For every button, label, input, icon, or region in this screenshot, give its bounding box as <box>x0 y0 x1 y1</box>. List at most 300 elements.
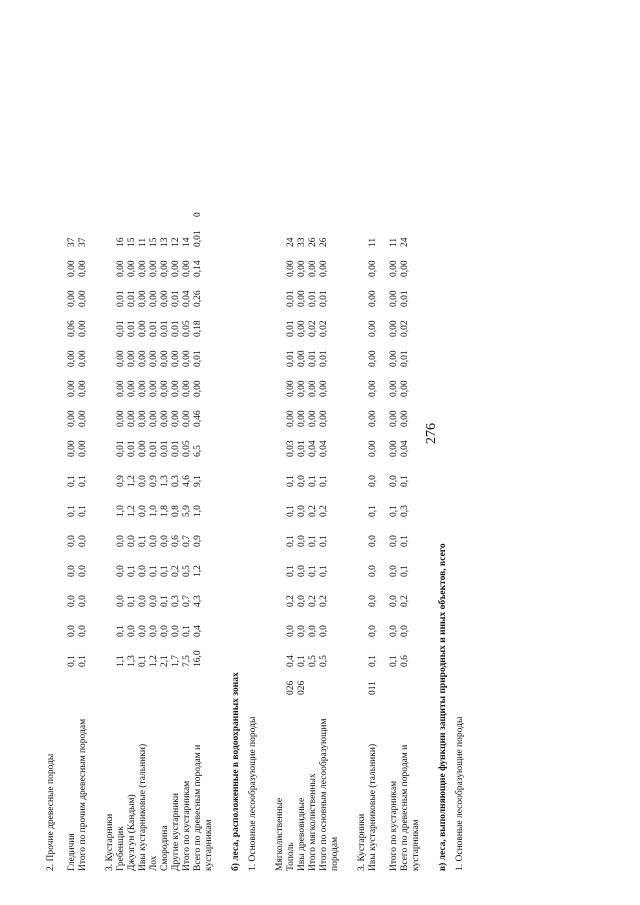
section-header-row <box>40 191 57 875</box>
value-cell: 0,26 <box>193 290 203 307</box>
value-cell: 0,01 <box>286 320 296 337</box>
table-row <box>389 191 400 875</box>
value-cell: 5,9 <box>182 505 192 517</box>
value-cell: 0,2 <box>319 595 329 607</box>
value-cell: 15 <box>127 237 137 247</box>
value-cell: 0,0 <box>138 595 148 607</box>
value-cell: 24 <box>286 237 296 247</box>
value-cell: 0,0 <box>297 625 307 637</box>
value-cell: 1,2 <box>127 475 137 487</box>
value-cell: 0,00 <box>160 260 170 277</box>
value-cell: 0,00 <box>127 410 137 427</box>
value-cell: 0,46 <box>193 410 203 427</box>
value-cell: 0,1 <box>389 505 399 517</box>
section-header: б) леса, расположенные в водоохранных зонах <box>231 672 241 871</box>
value-cell: 0,03 <box>286 440 296 457</box>
value-cell: 0,00 <box>286 260 296 277</box>
value-cell: 0,0 <box>67 535 77 547</box>
value-cell: 0,00 <box>297 350 307 367</box>
value-cell: 0,00 <box>368 410 378 427</box>
value-cell: 0,0 <box>297 505 307 517</box>
value-cell: 33 <box>297 237 307 247</box>
value-cell: 0,1 <box>308 565 318 577</box>
value-cell: 0,00 <box>297 380 307 397</box>
species-name: Лох <box>149 855 159 871</box>
value-cell: 0,0 <box>368 625 378 637</box>
rotated-table-container <box>40 35 610 875</box>
section-header: 1. Основные лесообразующие породы <box>455 716 465 871</box>
spacer-row <box>379 191 389 875</box>
value-cell: 4,3 <box>193 595 203 607</box>
value-cell: 0,01 <box>286 290 296 307</box>
spacer-cell <box>89 191 99 875</box>
value-cell: 37 <box>78 237 88 247</box>
value-cell: 0,00 <box>160 410 170 427</box>
value-cell: 26 <box>319 237 329 247</box>
value-cell: 13 <box>160 237 170 247</box>
species-code <box>400 671 422 699</box>
value-cell: 0,04 <box>400 440 410 457</box>
spacer-cell <box>57 191 67 875</box>
value-cell: 0,3 <box>400 505 410 517</box>
value-cell: 0,04 <box>308 440 318 457</box>
value-cell: 11 <box>389 237 399 247</box>
table-row <box>308 191 319 875</box>
value-cell: 0,2 <box>319 505 329 517</box>
value-cell: 0,0 <box>116 595 126 607</box>
value-cell: 0,00 <box>160 290 170 307</box>
value-cell: 0,0 <box>78 625 88 637</box>
table-row <box>171 191 182 875</box>
section-header: Мягколиственные <box>275 797 285 871</box>
value-cell: 0,0 <box>319 625 329 637</box>
value-cell: 0,1 <box>286 505 296 517</box>
value-cell: 0,00 <box>182 410 192 427</box>
value-cell: 0,04 <box>182 290 192 307</box>
section-header: в) леса, выполняющие функции защиты природных и иных объектов, всего <box>438 543 448 871</box>
value-cell: 0,00 <box>308 380 318 397</box>
value-cell: 7,5 <box>182 655 192 667</box>
value-cell: 0,1 <box>138 655 148 667</box>
species-code <box>127 671 138 699</box>
value-cell: 0,00 <box>389 290 399 307</box>
value-cell: 0,01 <box>127 290 137 307</box>
value-cell: 0,9 <box>116 475 126 487</box>
value-cell: 0,00 <box>160 380 170 397</box>
value-cell: 9,1 <box>193 475 203 487</box>
table-row <box>368 191 379 875</box>
value-cell: 0,7 <box>182 595 192 607</box>
value-cell: 1,2 <box>149 655 159 667</box>
value-cell: 16,0 <box>193 650 203 667</box>
value-cell: 0,00 <box>368 320 378 337</box>
value-cell: 0,1 <box>67 505 77 517</box>
value-cell: 0,00 <box>308 410 318 427</box>
value-cell: 0,00 <box>160 350 170 367</box>
species-code <box>171 671 182 699</box>
value-cell: 0,0 <box>389 475 399 487</box>
value-cell: 0,00 <box>127 350 137 367</box>
value-cell: 0,0 <box>138 625 148 637</box>
value-cell: 0,0 <box>78 565 88 577</box>
value-cell: 0,0 <box>389 625 399 637</box>
value-cell: 0,1 <box>319 565 329 577</box>
value-cell: 0,1 <box>400 475 410 487</box>
value-cell: 0,7 <box>182 535 192 547</box>
species-code <box>138 671 149 699</box>
value-cell: 0,0 <box>138 565 148 577</box>
value-cell: 0,8 <box>171 505 181 517</box>
value-cell: 0,1 <box>319 475 329 487</box>
species-code <box>182 671 193 699</box>
value-cell: 0,1 <box>286 565 296 577</box>
value-cell: 0,01 <box>297 440 307 457</box>
value-cell: 6,5 <box>193 445 203 457</box>
species-name: Всего по древесным породам и кустарникам <box>193 744 214 871</box>
spacer-row <box>422 191 432 875</box>
value-cell: 0,00 <box>308 260 318 277</box>
table-row <box>67 191 78 875</box>
species-code: 026 <box>286 680 296 695</box>
value-cell: 0,00 <box>171 260 181 277</box>
value-cell: 0,4 <box>286 655 296 667</box>
value-cell: 0,1 <box>127 565 137 577</box>
value-cell: 0,00 <box>149 260 159 277</box>
value-cell: 0,1 <box>182 625 192 637</box>
value-cell: 0,1 <box>78 475 88 487</box>
value-cell: 0,5 <box>182 565 192 577</box>
value-cell: 0,00 <box>138 320 148 337</box>
species-name: Итого по кустарникам <box>182 780 192 871</box>
species-code: 026 <box>297 680 307 695</box>
value-cell: 15 <box>149 237 159 247</box>
value-cell: 0,01 <box>149 440 159 457</box>
species-code <box>319 671 341 699</box>
value-cell: 0 <box>193 212 203 217</box>
value-cell: 0,00 <box>182 380 192 397</box>
value-cell: 0,01 <box>319 290 329 307</box>
value-cell: 0,01 <box>116 440 126 457</box>
species-name: Итого по кустарникам <box>389 780 399 871</box>
value-cell: 0,00 <box>138 290 148 307</box>
value-cell: 0,00 <box>171 410 181 427</box>
value-cell: 0,00 <box>78 320 88 337</box>
spacer-cell <box>215 191 225 875</box>
value-cell: 0,6 <box>400 655 410 667</box>
value-cell: 0,00 <box>297 410 307 427</box>
section-header: 2. Прочие древесные породы <box>46 753 56 871</box>
value-cell: 0,0 <box>368 475 378 487</box>
table-row <box>319 191 341 875</box>
value-cell: 0,1 <box>127 595 137 607</box>
value-cell: 0,01 <box>319 350 329 367</box>
species-code <box>160 671 171 699</box>
value-cell: 0,00 <box>182 260 192 277</box>
species-code <box>116 671 127 699</box>
value-cell: 16 <box>116 237 126 247</box>
value-cell: 0,00 <box>368 440 378 457</box>
species-name: Ивы кустарниковые (тальники) <box>368 743 378 871</box>
value-cell: 24 <box>400 237 410 247</box>
spacer-row <box>89 191 99 875</box>
species-code: 011 <box>368 681 378 695</box>
value-cell: 0,00 <box>138 380 148 397</box>
value-cell: 1,0 <box>149 505 159 517</box>
value-cell: 0,02 <box>319 320 329 337</box>
table-row <box>286 191 297 875</box>
value-cell: 0,01 <box>308 290 318 307</box>
spacer-row <box>259 191 269 875</box>
value-cell: 0,00 <box>286 410 296 427</box>
spacer-cell <box>259 191 269 875</box>
value-cell: 0,00 <box>78 350 88 367</box>
section-header: 3. Кустарники <box>105 813 115 871</box>
value-cell: 0,0 <box>78 595 88 607</box>
species-name: Джузгун (Кандым) <box>127 794 137 871</box>
value-cell: 0,0 <box>67 565 77 577</box>
spacer-cell <box>379 191 389 875</box>
value-cell: 4,6 <box>182 475 192 487</box>
value-cell: 0,00 <box>67 410 77 427</box>
value-cell: 0,1 <box>308 535 318 547</box>
value-cell: 0,00 <box>67 440 77 457</box>
value-cell: 0,00 <box>171 380 181 397</box>
value-cell: 0,1 <box>368 655 378 667</box>
value-cell: 1,7 <box>171 655 181 667</box>
page-number: 276 <box>424 423 439 444</box>
value-cell: 0,0 <box>389 565 399 577</box>
value-cell: 0,00 <box>138 350 148 367</box>
value-cell: 0,00 <box>368 260 378 277</box>
value-cell: 0,00 <box>368 350 378 367</box>
value-cell: 0,00 <box>116 410 126 427</box>
section-header: 1. Основные лесообразующие породы <box>248 716 258 871</box>
value-cell: 12 <box>171 237 181 247</box>
value-cell: 0,0 <box>297 595 307 607</box>
value-cell: 0,00 <box>78 410 88 427</box>
value-cell: 0,00 <box>400 260 410 277</box>
section-header-row <box>242 191 259 875</box>
section-header-row <box>351 191 368 875</box>
value-cell: 1,2 <box>127 505 137 517</box>
value-cell: 0,14 <box>193 260 203 277</box>
value-cell: 0,00 <box>389 320 399 337</box>
value-cell: 0,00 <box>182 350 192 367</box>
value-cell: 0,00 <box>149 290 159 307</box>
value-cell: 0,2 <box>171 565 181 577</box>
spacer-cell <box>422 191 432 875</box>
value-cell: 0,00 <box>389 410 399 427</box>
value-cell: 0,0 <box>149 625 159 637</box>
value-cell: 0,00 <box>116 260 126 277</box>
value-cell: 0,01 <box>127 440 137 457</box>
value-cell: 0,00 <box>319 410 329 427</box>
species-name: Смородина <box>160 825 170 871</box>
value-cell: 0,1 <box>389 655 399 667</box>
value-cell: 0,1 <box>368 505 378 517</box>
value-cell: 0,02 <box>400 320 410 337</box>
value-cell: 0,0 <box>389 595 399 607</box>
value-cell: 0,1 <box>286 535 296 547</box>
forest-stock-table <box>40 191 466 875</box>
section-header-row <box>225 191 242 875</box>
value-cell: 0,01 <box>193 230 203 247</box>
table-body <box>40 191 466 875</box>
value-cell: 0,0 <box>368 535 378 547</box>
table-row <box>149 191 160 875</box>
species-name: Другие кустарники <box>171 793 181 871</box>
value-cell: 0,1 <box>67 475 77 487</box>
value-cell: 0,00 <box>67 260 77 277</box>
species-name: Всего по древесным породам и кустарникам <box>400 744 421 871</box>
species-code <box>308 671 319 699</box>
table-row <box>182 191 193 875</box>
value-cell: 0,00 <box>286 380 296 397</box>
value-cell: 0,01 <box>400 350 410 367</box>
section-header-row <box>99 191 116 875</box>
value-cell: 0,18 <box>193 320 203 337</box>
value-cell: 0,1 <box>400 565 410 577</box>
value-cell: 0,0 <box>389 535 399 547</box>
table-row <box>297 191 308 875</box>
value-cell: 0,0 <box>286 625 296 637</box>
value-cell: 0,00 <box>389 440 399 457</box>
value-cell: 0,4 <box>193 625 203 637</box>
species-code <box>149 671 160 699</box>
value-cell: 0,00 <box>67 380 77 397</box>
species-name: Ивы кустарниковые (тальники) <box>138 743 148 871</box>
table-row <box>400 191 422 875</box>
species-name: Итого по основным лесообразующим породам <box>319 718 340 871</box>
table-row <box>193 191 215 875</box>
value-cell: 0,00 <box>171 350 181 367</box>
value-cell: 1,0 <box>116 505 126 517</box>
value-cell: 0,0 <box>308 625 318 637</box>
value-cell: 0,00 <box>149 410 159 427</box>
value-cell: 0,01 <box>193 350 203 367</box>
value-cell: 0,1 <box>400 535 410 547</box>
value-cell: 0,00 <box>297 320 307 337</box>
table-row <box>160 191 171 875</box>
value-cell: 1,2 <box>193 565 203 577</box>
section-header-row <box>269 191 286 875</box>
value-cell: 0,01 <box>171 290 181 307</box>
section-header-row <box>432 191 449 875</box>
value-cell: 0,0 <box>116 565 126 577</box>
value-cell: 0,00 <box>319 260 329 277</box>
table-row <box>78 191 89 875</box>
value-cell: 0,5 <box>319 655 329 667</box>
value-cell: 0,01 <box>308 350 318 367</box>
species-code <box>389 671 400 699</box>
spacer-row <box>57 191 67 875</box>
value-cell: 0,5 <box>308 655 318 667</box>
value-cell: 0,00 <box>138 260 148 277</box>
value-cell: 0,9 <box>193 535 203 547</box>
value-cell: 0,00 <box>368 290 378 307</box>
value-cell: 0,00 <box>127 380 137 397</box>
value-cell: 0,2 <box>308 505 318 517</box>
value-cell: 0,01 <box>286 350 296 367</box>
value-cell: 0,1 <box>138 535 148 547</box>
value-cell: 0,00 <box>78 440 88 457</box>
value-cell: 0,00 <box>138 440 148 457</box>
value-cell: 0,1 <box>67 655 77 667</box>
value-cell: 11 <box>368 237 378 247</box>
value-cell: 0,00 <box>138 410 148 427</box>
value-cell: 0,1 <box>160 565 170 577</box>
value-cell: 0,00 <box>127 260 137 277</box>
species-name: Гребенщик <box>116 826 126 871</box>
value-cell: 0,00 <box>67 350 77 367</box>
value-cell: 2,1 <box>160 655 170 667</box>
value-cell: 0,1 <box>160 595 170 607</box>
value-cell: 0,0 <box>171 625 181 637</box>
value-cell: 0,01 <box>127 320 137 337</box>
value-cell: 0,3 <box>171 595 181 607</box>
species-name: Итого по прочим древесным породам <box>78 718 88 871</box>
value-cell: 0,00 <box>78 260 88 277</box>
spacer-row <box>341 191 351 875</box>
value-cell: 11 <box>138 237 148 247</box>
value-cell: 0,00 <box>389 380 399 397</box>
value-cell: 0,00 <box>193 380 203 397</box>
value-cell: 0,00 <box>116 350 126 367</box>
value-cell: 0,01 <box>160 320 170 337</box>
species-code <box>193 671 215 699</box>
value-cell: 0,05 <box>182 320 192 337</box>
value-cell: 1,1 <box>116 655 126 667</box>
value-cell: 0,01 <box>160 440 170 457</box>
table-row <box>138 191 149 875</box>
value-cell: 0,01 <box>116 290 126 307</box>
value-cell: 0,0 <box>138 505 148 517</box>
value-cell: 0,0 <box>67 625 77 637</box>
value-cell: 0,00 <box>319 380 329 397</box>
table-row <box>116 191 127 875</box>
value-cell: 0,0 <box>368 565 378 577</box>
value-cell: 0,0 <box>297 565 307 577</box>
value-cell: 0,3 <box>171 475 181 487</box>
value-cell: 0,1 <box>319 535 329 547</box>
value-cell: 0,0 <box>160 625 170 637</box>
value-cell: 0,1 <box>297 655 307 667</box>
value-cell: 1,3 <box>127 655 137 667</box>
value-cell: 0,02 <box>308 320 318 337</box>
species-name: Итого мягколиственных <box>308 773 318 871</box>
species-code <box>78 671 89 699</box>
value-cell: 0,0 <box>149 535 159 547</box>
value-cell: 0,0 <box>297 535 307 547</box>
value-cell: 0,1 <box>308 475 318 487</box>
value-cell: 0,0 <box>149 595 159 607</box>
value-cell: 0,0 <box>78 535 88 547</box>
species-name: Ивы древовидные <box>297 797 307 871</box>
value-cell: 0,00 <box>389 350 399 367</box>
value-cell: 0,0 <box>116 535 126 547</box>
value-cell: 1,0 <box>193 505 203 517</box>
value-cell: 0,01 <box>400 290 410 307</box>
value-cell: 0,9 <box>149 475 159 487</box>
value-cell: 0,0 <box>400 625 410 637</box>
value-cell: 0,6 <box>171 535 181 547</box>
value-cell: 0,00 <box>389 260 399 277</box>
value-cell: 0,1 <box>116 625 126 637</box>
value-cell: 0,00 <box>78 290 88 307</box>
value-cell: 0,2 <box>308 595 318 607</box>
value-cell: 0,00 <box>78 380 88 397</box>
value-cell: 0,00 <box>297 290 307 307</box>
